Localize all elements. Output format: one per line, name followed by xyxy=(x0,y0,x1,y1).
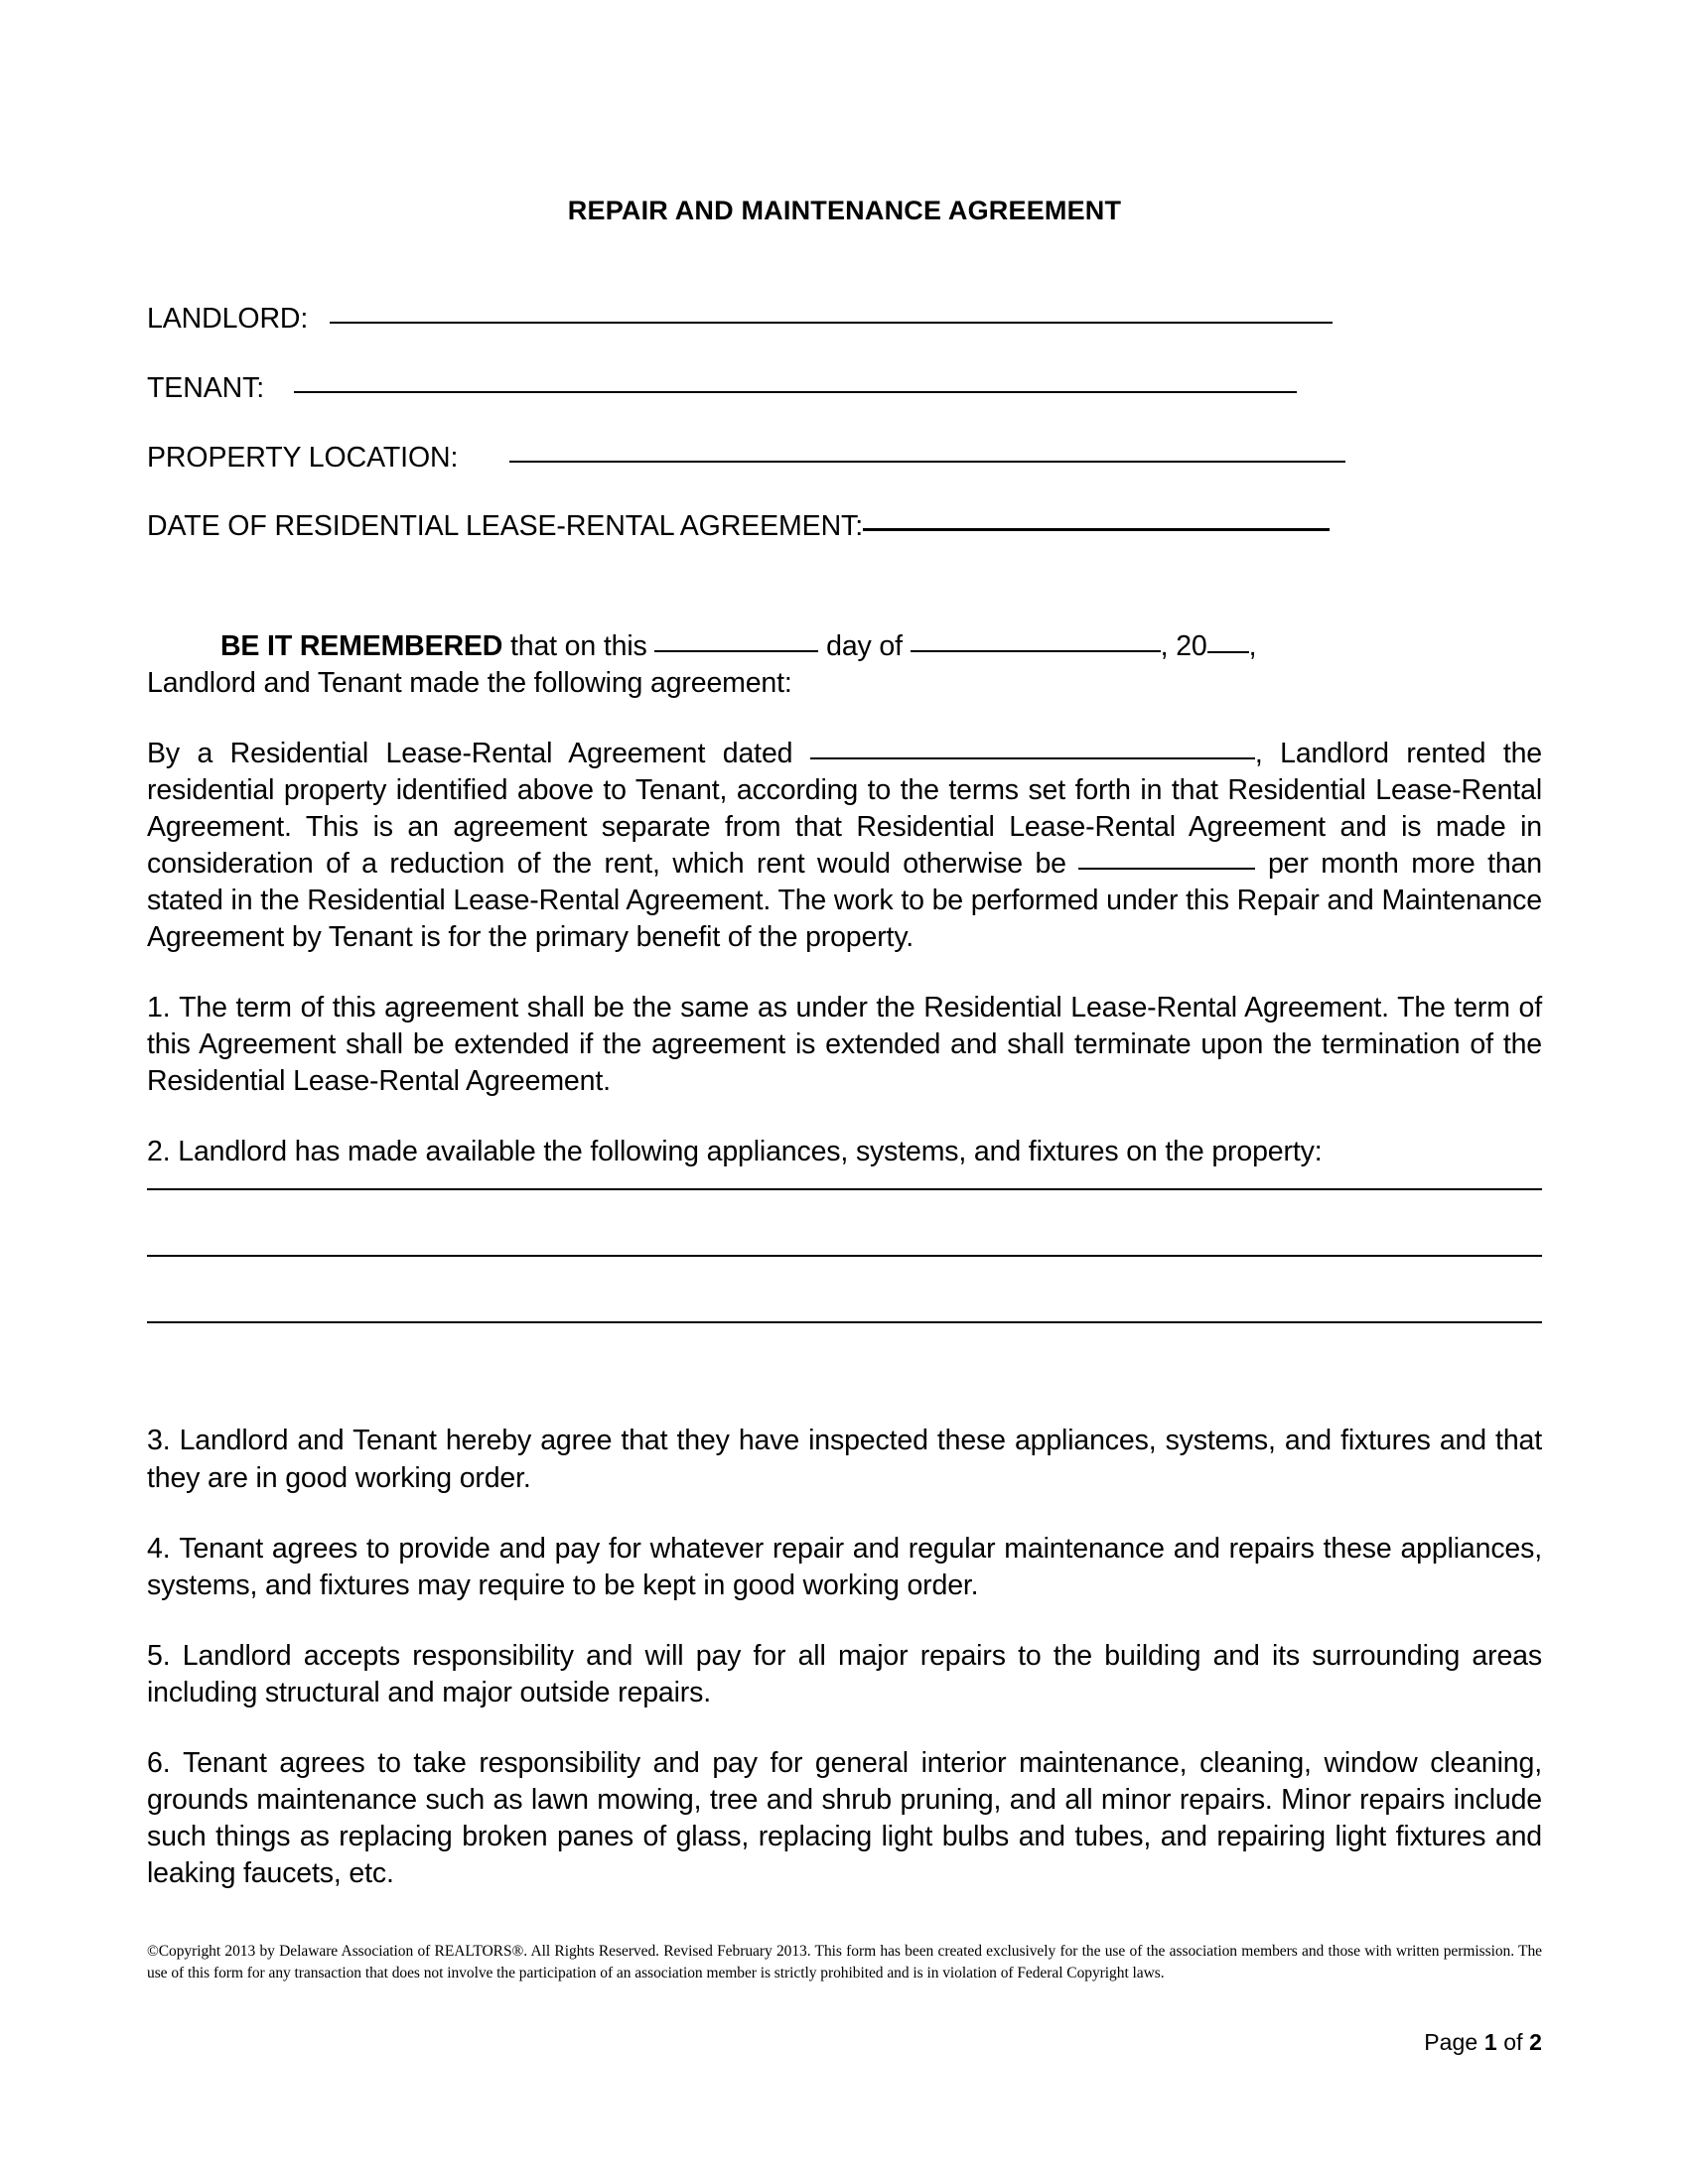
appliances-line-1[interactable] xyxy=(147,1188,1542,1190)
page-number-total: 2 xyxy=(1529,2029,1542,2055)
clause-6 xyxy=(147,1745,1542,1892)
clause-5 xyxy=(147,1638,1542,1711)
preamble-line-2: Landlord and Tenant made the following agreement: xyxy=(147,666,792,699)
clause-3 xyxy=(147,1423,1542,1496)
recital-text-3: per month more than stated in the Residential Lease-Rental Agreement. The work to be performed under this Repair and Maintenance Agreement by Tenant is for the primary benefit of the property. xyxy=(147,848,1542,954)
agreement-body xyxy=(147,628,1542,1892)
tenant-input[interactable] xyxy=(294,391,1297,393)
day-input[interactable] xyxy=(654,650,818,652)
appliances-fill-in-lines xyxy=(147,1188,1542,1323)
recital-text-1: By a Residential Lease-Rental Agreement dated xyxy=(147,737,810,769)
preamble-text-1: that on this xyxy=(502,629,655,662)
clause-5-number: 5. xyxy=(147,1639,171,1672)
clause-2-number: 2. xyxy=(147,1136,171,1168)
document-body xyxy=(147,0,1542,1926)
property-location-label: PROPERTY LOCATION: xyxy=(147,441,459,474)
clause-1-number: 1. xyxy=(147,992,171,1024)
landlord-field-row xyxy=(147,302,1542,338)
preamble-text-2: day of xyxy=(818,629,911,662)
form-fields-section xyxy=(147,302,1542,545)
page-title: REPAIR AND MAINTENANCE AGREEMENT xyxy=(567,196,1122,225)
landlord-label: LANDLORD: xyxy=(147,303,309,336)
lease-date-label: DATE OF RESIDENTIAL LEASE-RENTAL AGREEMENT: xyxy=(147,510,864,543)
page-number xyxy=(147,2029,1542,2056)
clause-1-text: The term of this agreement shall be the same as under the Residential Lease-Rental Agreement. The term of this Agreement shall be extended if the agreement is extended and shall terminate upon the termination of the Residential Lease-Rental Agreement. xyxy=(147,992,1542,1098)
recital-paragraph xyxy=(147,736,1542,956)
page-footer xyxy=(147,1941,1542,2056)
lease-dated-input[interactable] xyxy=(810,757,1255,759)
preamble-paragraph xyxy=(147,628,1542,702)
month-input[interactable] xyxy=(911,650,1161,652)
year-input[interactable] xyxy=(1207,651,1249,653)
be-it-remembered-heading: BE IT REMEMBERED xyxy=(220,629,503,662)
clause-2-text: Landlord has made available the following appliances, systems, and fixtures on the property: xyxy=(178,1136,1323,1168)
lease-date-field-row xyxy=(147,509,1542,545)
clause-1 xyxy=(147,990,1542,1100)
clause-4-text: Tenant agrees to provide and pay for whatever repair and regular maintenance and repairs these appliances, systems, and fixtures may require to be kept in good working order. xyxy=(147,1532,1542,1601)
lease-date-input[interactable] xyxy=(863,528,1330,531)
clause-2 xyxy=(147,1134,1542,1170)
clause-3-number: 3. xyxy=(147,1425,171,1457)
clause-3-text: Landlord and Tenant hereby agree that they have inspected these appliances, systems, and fixtures and that they are in good working order. xyxy=(147,1425,1542,1494)
tenant-label: TENANT: xyxy=(147,372,265,405)
recital-text-2: , Landlord rented the residential property identified above to Tenant, according to the terms set forth in that Residential Lease-Rental Agreement. This is an agreement separate from that Residential Lease-Rental Agreement and is made in consideration of a reduction of the rent, which rent would otherwise be xyxy=(147,737,1542,881)
appliances-line-2[interactable] xyxy=(147,1255,1542,1257)
preamble-text-4: , xyxy=(1248,629,1257,662)
property-location-field-row xyxy=(147,441,1542,477)
property-location-input[interactable] xyxy=(509,461,1345,463)
clause-5-text: Landlord accepts responsibility and will pay for all major repairs to the building and its surrounding areas including structural and major outside repairs. xyxy=(147,1639,1542,1708)
landlord-input[interactable] xyxy=(330,322,1333,324)
page-number-separator: of xyxy=(1496,2029,1530,2055)
page-number-current: 1 xyxy=(1483,2029,1497,2055)
page-number-prefix: Page xyxy=(1424,2029,1484,2055)
tenant-field-row xyxy=(147,371,1542,407)
rent-amount-input[interactable] xyxy=(1078,868,1255,870)
preamble-text-3: , 20 xyxy=(1160,629,1207,662)
clause-6-number: 6. xyxy=(147,1746,171,1779)
appliances-line-3[interactable] xyxy=(147,1321,1542,1323)
copyright-notice: ©Copyright 2013 by Delaware Association of REALTORS®. All Rights Reserved. Revised February 2013. This form has been created exclusively for the use of the association members and those with written permission. The use of this form for any transaction that does not involve the participation of an association member is strictly prohibited and is in violation of Federal Copyright laws. xyxy=(147,1943,1542,1981)
clause-4 xyxy=(147,1531,1542,1604)
clause-6-text: Tenant agrees to take responsibility and pay for general interior maintenance, cleaning, window cleaning, grounds maintenance such as lawn mowing, tree and shrub pruning, and all minor repairs. Minor repairs include such things as replacing broken panes of glass, replacing light bulbs and tubes, and repairing light fixtures and leaking faucets, etc. xyxy=(147,1746,1542,1889)
clause-4-number: 4. xyxy=(147,1532,171,1565)
